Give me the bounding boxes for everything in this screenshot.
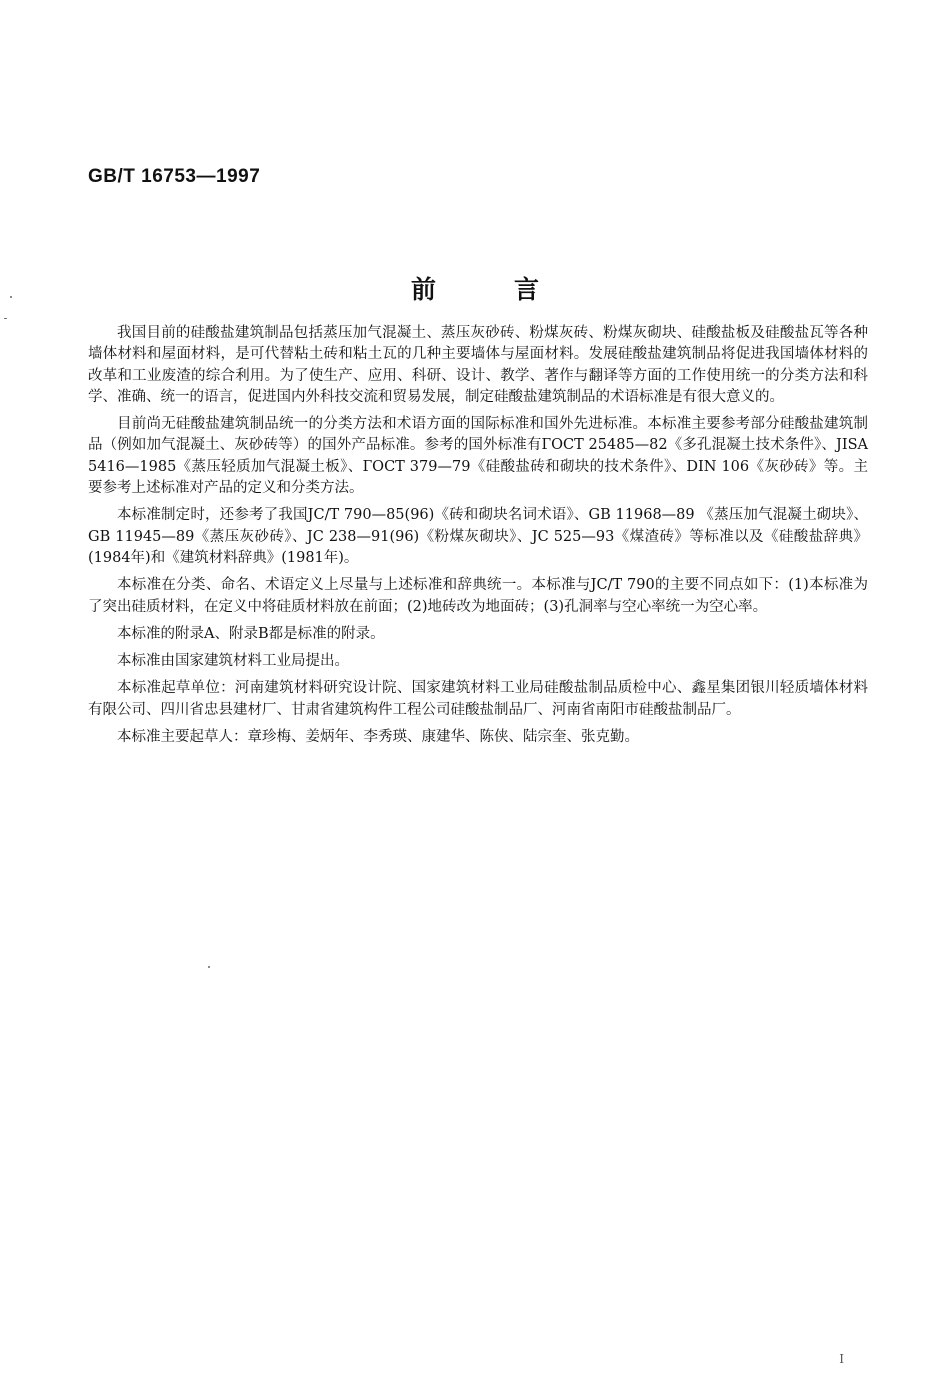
paragraph-6: 本标准由国家建筑材料工业局提出。 (117, 653, 349, 670)
paragraph-7: 本标准起草单位：河南建筑材料研究设计院、国家建筑材料工业局硅酸盐制品质检中心、鑫星集团银川轻质墙体材料有限公司、四川省忠县建材厂、甘肃省建筑构件工程公司硅酸盐制品厂、河南省南阳市硅酸盐制品厂。 (88, 680, 868, 718)
scan-speck (208, 966, 210, 968)
paragraph-8: 本标准主要起草人：章珍梅、姜炳年、李秀瑛、康建华、陈侠、陆宗奎、张克勤。 (117, 729, 639, 746)
page-title: 前言 (410, 275, 617, 304)
scan-speck (4, 318, 7, 319)
page-number: I (839, 1352, 844, 1366)
paragraph-5: 本标准的附录A、附录B都是标准的附录。 (117, 625, 385, 642)
paragraph-1: 我国目前的硅酸盐建筑制品包括蒸压加气混凝土、蒸压灰砂砖、粉煤灰砖、粉煤灰砌块、硅酸盐板及硅酸盐瓦等各种墙体材料和屋面材料，是可代替粘土砖和粘土瓦的几种主要墙体与屋面材料。发展硅酸盐建筑制品将促进我国墙体材料的改革和工业废渣的综合利用。为了使生产、应用、科研、设计、教学、著作与翻译等方面的工作使用统一的分类方法和科学、准确、统一的语言，促进国内外科技交流和贸易发展，制定硅酸盐建筑制品的术语标准是有很大意义的。 (88, 325, 868, 405)
scan-speck (10, 296, 12, 298)
paragraph-2: 目前尚无硅酸盐建筑制品统一的分类方法和术语方面的国际标准和国外先进标准。本标准主要参考部分硅酸盐建筑制品（例如加气混凝土、灰砂砖等）的国外产品标准。参考的国外标准有ГОСТ 25485—82《多孔混凝土技术条件》、JISA 5416—1985《蒸压轻质加气混凝土板》、ГОСТ 379—79《硅酸盐砖和砌块的技术条件》、DIN 106《灰砂砖》等。主要参考上述标准对产品的定义和分类方法。 (88, 416, 868, 497)
paragraph-4: 本标准在分类、命名、术语定义上尽量与上述标准和辞典统一。本标准与JC/T 790的主要不同点如下：(1)本标准为了突出硅质材料，在定义中将硅质材料放在前面；(2)地砖改为地面砖；(3)孔洞率与空心率统一为空心率。 (88, 577, 868, 615)
foreword-body (88, 323, 868, 754)
standard-code: GB/T 16753—1997 (88, 166, 261, 187)
paragraph-3: 本标准制定时，还参考了我国JC/T 790—85(96)《砖和砌块名词术语》、GB 11968—89 《蒸压加气混凝土砌块》、GB 11945—89《蒸压灰砂砖》、JC 238—91(96)《粉煤灰砌块》、JC 525—93《煤渣砖》等标准以及《硅酸盐辞典》(1984年)和《建筑材料辞典》(1981年)。 (88, 507, 868, 566)
